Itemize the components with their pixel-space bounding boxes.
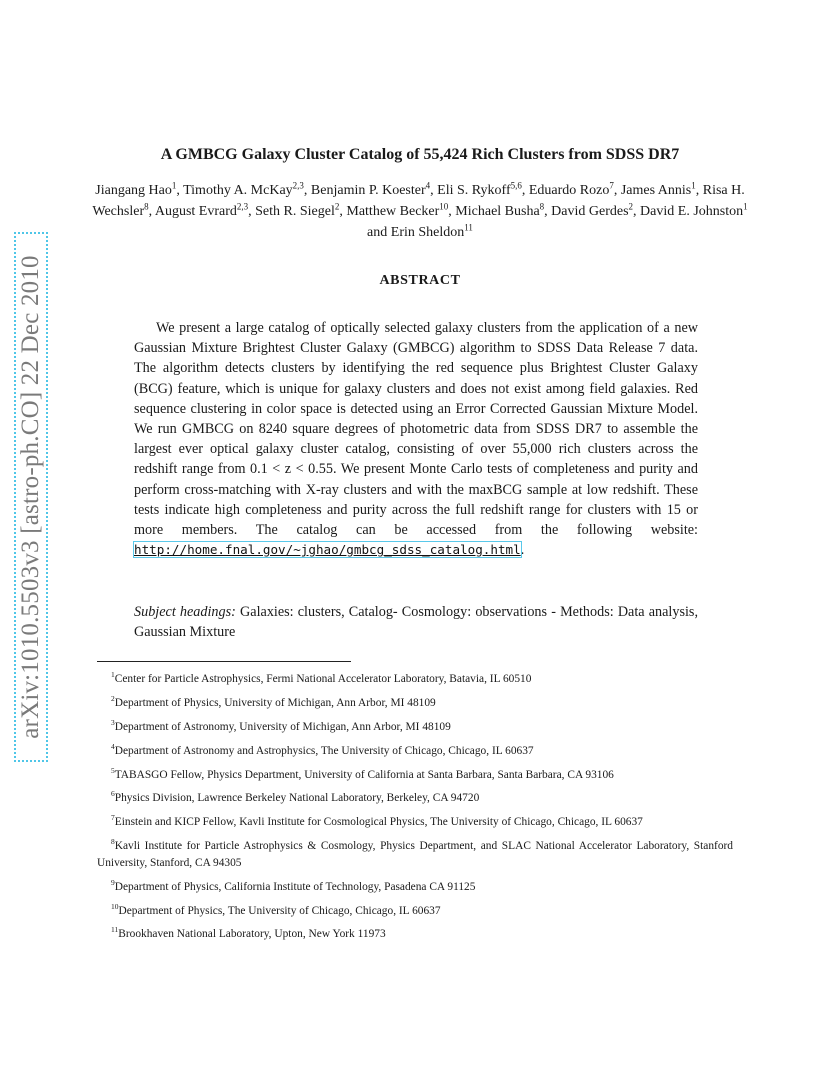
author-name: Risa H. Wechsler — [92, 183, 745, 219]
author-separator: , — [695, 183, 703, 198]
footnote-number: 5 — [111, 765, 115, 775]
footnote-text: Department of Physics, The University of Chicago, Chicago, IL 60637 — [118, 904, 441, 917]
footnote-text: Kavli Institute for Particle Astrophysics & Cosmology, Physics Department, and SLAC National Accelerator Laboratory, Stanford University, Stanford, CA 94305 — [97, 840, 733, 869]
author-affiliation-marker: 10 — [439, 201, 449, 212]
author-separator: , — [303, 183, 311, 198]
footnote-number: 10 — [111, 901, 119, 911]
author-name: Erin Sheldon — [390, 225, 465, 240]
footnote-item — [97, 719, 733, 736]
footnote-text: Department of Astronomy and Astrophysics, The University of Chicago, Chicago, IL 60637 — [114, 744, 534, 757]
author-affiliation-marker: 11 — [464, 222, 473, 233]
footnote-text: Brookhaven National Laboratory, Upton, New York 11973 — [118, 928, 386, 941]
subject-headings — [134, 602, 698, 642]
author-affiliation-marker: 1 — [743, 201, 748, 212]
author-affiliation-marker: 4 — [425, 180, 431, 191]
author-separator: , — [248, 204, 256, 219]
footnote-item — [97, 743, 733, 760]
affiliation-footnotes — [97, 671, 733, 950]
arxiv-identifier-stamp[interactable] — [14, 232, 48, 762]
footnote-text: Department of Astronomy, University of Michigan, Ann Arbor, MI 48109 — [114, 720, 451, 733]
footnote-item — [97, 879, 733, 896]
abstract-end-punctuation: . — [520, 542, 525, 559]
author-separator: , — [430, 183, 438, 198]
author-affiliation-marker: 8 — [144, 201, 149, 212]
author-separator: , — [521, 183, 529, 198]
footnote-text: Einstein and KICP Fellow, Kavli Institute for Cosmological Physics, The University of Chicago, Chicago, IL 60637 — [114, 816, 643, 829]
author-affiliation-marker: 2 — [628, 201, 634, 212]
author-separator: , — [633, 204, 641, 219]
footnote-text: Department of Physics, California Institute of Technology, Pasadena CA 91125 — [114, 880, 476, 893]
author-name: Michael Busha — [455, 204, 540, 219]
author-separator: , — [339, 204, 347, 219]
author-name: August Evrard — [154, 204, 237, 219]
author-affiliation-marker: 5,6 — [510, 180, 522, 191]
footnote-number: 4 — [111, 741, 115, 751]
author-separator: , — [176, 183, 184, 198]
author-name: Timothy A. McKay — [183, 183, 293, 198]
footnote-text: Physics Division, Lawrence Berkeley National Laboratory, Berkeley, CA 94720 — [114, 792, 480, 805]
author-separator: , — [613, 183, 621, 198]
footnote-item — [97, 767, 733, 784]
footnote-item — [97, 695, 733, 712]
author-affiliation-marker: 7 — [609, 180, 614, 191]
author-separator: , — [544, 204, 552, 219]
abstract-text — [134, 318, 698, 560]
footnote-item — [97, 903, 733, 920]
author-name: David E. Johnston — [640, 204, 744, 219]
catalog-url-link[interactable]: http://home.fnal.gov/~jghao/gmbcg_sdss_catalog.html — [134, 542, 521, 558]
subject-headings-label: Subject headings: — [134, 604, 236, 620]
footnote-text: Center for Particle Astrophysics, Fermi National Accelerator Laboratory, Batavia, IL 60510 — [114, 673, 532, 685]
author-affiliation-marker: 2 — [334, 201, 340, 212]
footnote-divider — [97, 661, 351, 662]
footnote-item — [97, 814, 733, 831]
author-separator: , — [448, 204, 456, 219]
author-separator: , — [148, 204, 155, 219]
footnote-number: 9 — [111, 877, 115, 887]
footnote-item — [97, 790, 733, 807]
paper-title: A GMBCG Galaxy Cluster Catalog of 55,424 Rich Clusters from SDSS DR7 — [160, 146, 680, 163]
author-name: Benjamin P. Koester — [310, 183, 426, 198]
author-name: Eli S. Rykoff — [437, 183, 511, 198]
footnote-number: 2 — [111, 694, 115, 704]
author-name: Jiangang Hao — [95, 183, 172, 198]
footnote-item — [97, 671, 733, 688]
abstract-heading: ABSTRACT — [379, 273, 461, 288]
author-name: Eduardo Rozo — [528, 183, 610, 198]
author-name: James Annis — [620, 183, 692, 198]
footnote-number: 8 — [111, 837, 115, 847]
footnote-item — [97, 926, 733, 943]
author-name: Matthew Becker — [346, 204, 440, 219]
author-affiliation-marker: 8 — [539, 201, 545, 212]
footnote-number: 1 — [111, 670, 115, 680]
author-affiliation-marker: 2,3 — [292, 180, 304, 191]
author-name: Seth R. Siegel — [255, 204, 335, 219]
author-list — [90, 180, 750, 243]
footnote-number: 11 — [111, 925, 119, 935]
footnote-number: 7 — [111, 813, 115, 823]
author-affiliation-marker: 1 — [691, 180, 696, 191]
footnote-text: Department of Physics, University of Michigan, Ann Arbor, MI 48109 — [114, 696, 436, 709]
abstract-body-text: We present a large catalog of optically selected galaxy clusters from the application of a new Gaussian Mixture Brightest Cluster Galaxy (GMBCG) algorithm to SDSS Data Release 7 data. The algorithm detects clusters by identifying the red sequence plus Brightest Cluster Galaxy (BCG) feature, which is unique for galaxy clusters and does not exist among field galaxies. Red sequence clustering in color space is detected using an Error Corrected Gaussian Mixture Model. We run GMBCG on 8240 square degrees of photometric data from SDSS DR7 to assemble the largest ever optical galaxy cluster catalog, consisting of over 55,000 rich clusters across the redshift range from 0.1 < z < 0.55. We present Monte Carlo tests of completeness and purity and perform cross-matching with X-ray clusters and with the maxBCG sample at low redshift. These tests indicate high completeness and purity across the full redshift range for clusters with 15 or more members. The catalog can be accessed from the following website: — [134, 320, 698, 539]
author-affiliation-marker: 2,3 — [236, 201, 249, 212]
footnote-number: 3 — [111, 717, 115, 727]
author-name: David Gerdes — [551, 204, 629, 219]
footnote-number: 6 — [111, 789, 115, 799]
footnote-text: TABASGO Fellow, Physics Department, University of California at Santa Barbara, Santa Barbara, CA 93106 — [114, 768, 614, 781]
subject-headings-text: Galaxies: clusters, Catalog- Cosmology: observations - Methods: Data analysis, Gaussian Mixture — [134, 604, 699, 641]
author-separator: and — [367, 225, 391, 240]
arxiv-identifier-text: arXiv:1010.5503v3 [astro-ph.CO] 22 Dec 2010 — [17, 255, 44, 739]
footnote-item — [97, 838, 733, 871]
author-affiliation-marker: 1 — [171, 180, 177, 191]
